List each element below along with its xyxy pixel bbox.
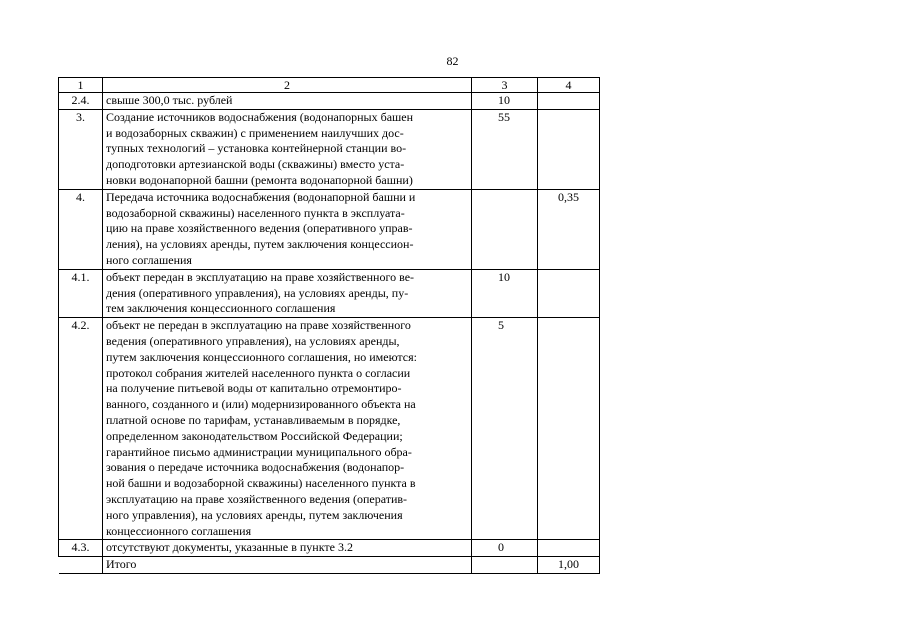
table-row: [59, 269, 600, 317]
description-line: определенном законодательством Российской Федерации;: [106, 428, 403, 443]
description-line: ления), на условиях аренды, путем заключения концессион-: [106, 237, 414, 252]
description-line: зования о передаче источника водоснабжения (водонапор-: [106, 460, 405, 475]
table-row: [59, 318, 600, 540]
table-row: [59, 93, 600, 110]
row-number: 4.1.: [59, 269, 103, 317]
row-description: [103, 269, 472, 317]
description-line: цию на праве хозяйственного ведения (оперативного управ-: [106, 221, 413, 236]
header-col-3: 3: [472, 78, 538, 93]
row-description: [103, 109, 472, 189]
row-score: 10: [472, 269, 538, 317]
description-line: новки водонапорной башни (ремонта водонапорной башни): [106, 172, 413, 187]
header-col-1: 1: [59, 78, 103, 93]
description-line: эксплуатацию на праве хозяйственного ведения (оператив-: [106, 491, 408, 506]
row-weight: [538, 109, 600, 189]
page-number: 82: [446, 54, 459, 68]
row-score: 55: [472, 109, 538, 189]
description-line: объект не передан в эксплуатацию на праве хозяйственного: [106, 318, 411, 333]
description-line: свыше 300,0 тыс. рублей: [106, 93, 233, 107]
row-weight: 0,35: [538, 189, 600, 269]
description-line: платной основе по тарифам, устанавливаемым в порядке,: [106, 412, 401, 427]
total-row: [59, 557, 600, 574]
row-score: 10: [472, 93, 538, 110]
description-line: ного соглашения: [106, 252, 192, 267]
header-col-4: 4: [538, 78, 600, 93]
row-score: 0: [472, 540, 538, 557]
description-line: гарантийное письмо администрации муниципального обра-: [106, 444, 412, 459]
description-line: Передача источника водоснабжения (водонапорной башни и: [106, 189, 416, 204]
description-line: тупных технологий – установка контейнерной станции во-: [106, 141, 407, 156]
description-line: ведения (оперативного управления), на условиях аренды,: [106, 333, 400, 348]
description-line: тем заключения концессионного соглашения: [106, 301, 336, 316]
table-header-row: [59, 78, 600, 93]
description-line: ванного, созданного и (или) модернизированного объекта на: [106, 397, 416, 412]
description-line: концессионного соглашения: [106, 523, 252, 538]
description-line: доподготовки артезианской воды (скважины) вместо уста-: [106, 157, 405, 172]
row-number: 3.: [59, 109, 103, 189]
description-line: ной башни и водозаборной скважины) населенного пункта в: [106, 476, 416, 491]
description-line: путем заключения концессионного соглашения, но имеются:: [106, 349, 417, 364]
total-label: Итого: [103, 557, 472, 574]
row-score: [472, 189, 538, 269]
description-line: Создание источников водоснабжения (водонапорных башен: [106, 109, 414, 124]
row-weight: [538, 269, 600, 317]
total-value: 1,00: [538, 557, 600, 574]
description-line: на получение питьевой воды от капитально отремонтиро-: [106, 381, 402, 396]
row-description: [103, 318, 472, 540]
table-row: [59, 540, 600, 557]
description-line: водозаборной скважины) населенного пункта в эксплуата-: [106, 205, 405, 220]
description-line: объект передан в эксплуатацию на праве хозяйственного ве-: [106, 269, 415, 284]
description-line: ного управления), на условиях аренды, путем заключения: [106, 507, 403, 522]
row-score: 5: [472, 318, 538, 540]
description-line: отсутствуют документы, указанные в пункте 3.2: [106, 540, 353, 555]
description-line: и водозаборных скважин) с применением наилучших дос-: [106, 125, 404, 140]
row-number: 4.: [59, 189, 103, 269]
row-description: [103, 540, 472, 557]
total-empty-cell: [59, 557, 103, 574]
table-row: [59, 189, 600, 269]
row-weight: [538, 93, 600, 110]
criteria-table: [58, 77, 600, 574]
row-number: 4.3.: [59, 540, 103, 557]
row-weight: [538, 318, 600, 540]
total-empty-cell: [472, 557, 538, 574]
row-description: [103, 189, 472, 269]
description-line: протокол собрания жителей населенного пункта о согласии: [106, 365, 411, 380]
row-description: [103, 93, 472, 110]
row-number: 4.2.: [59, 318, 103, 540]
description-line: дения (оперативного управления), на условиях аренды, пу-: [106, 285, 409, 300]
row-weight: [538, 540, 600, 557]
header-col-2: 2: [103, 78, 472, 93]
table-row: [59, 109, 600, 189]
row-number: 2.4.: [59, 93, 103, 110]
